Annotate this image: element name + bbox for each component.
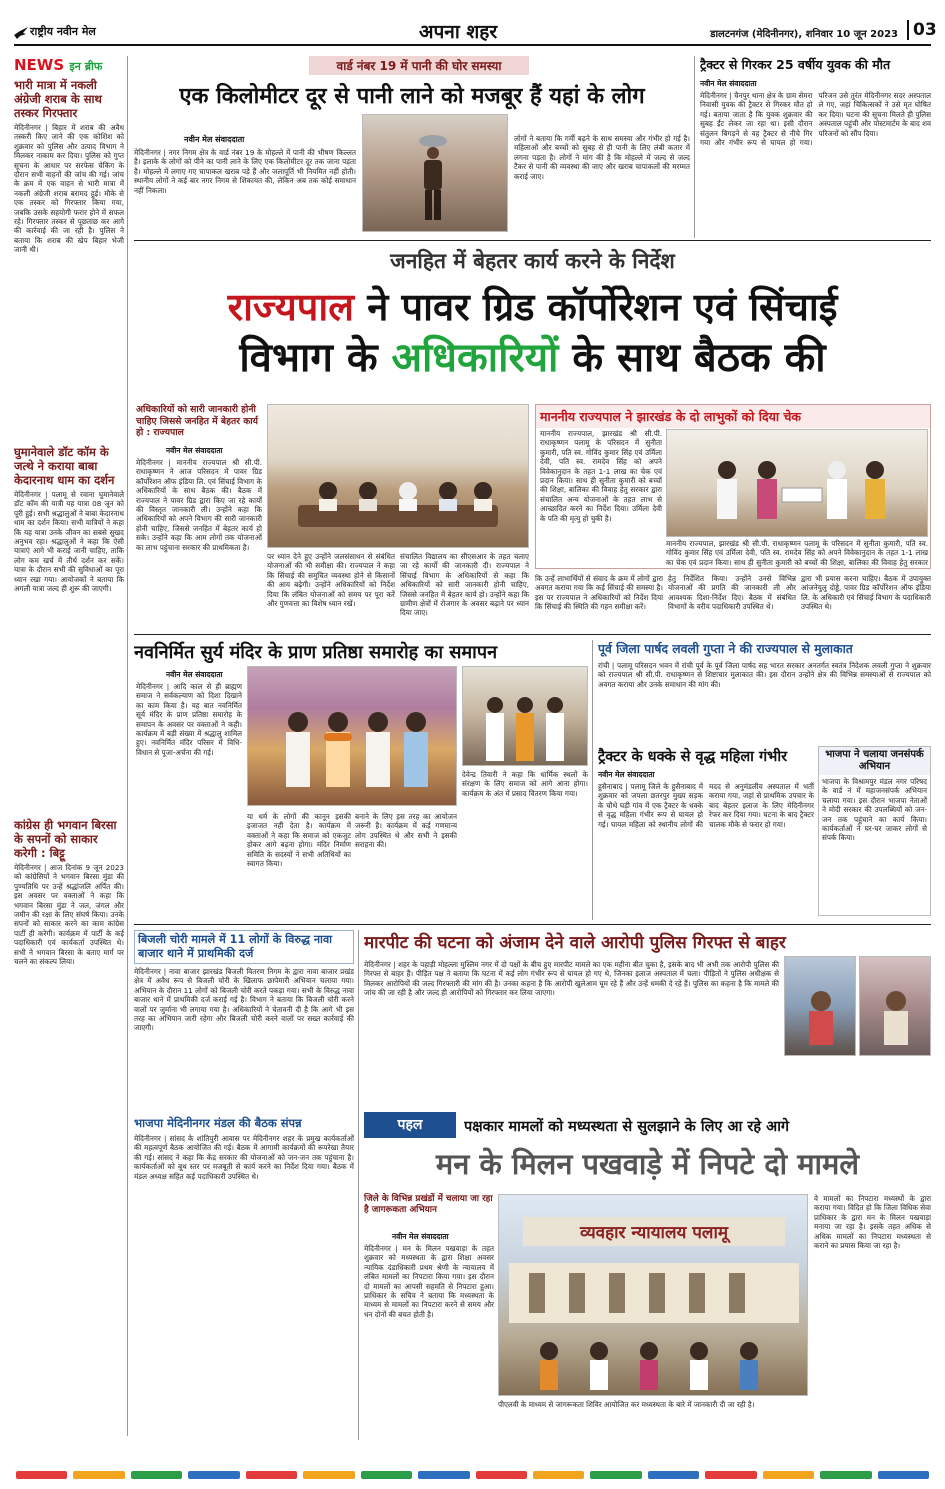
arrest-headline: मारपीट की घटना को अंजाम देने वाले आरोपी पुलिस गिरफ्त से बाहर bbox=[364, 933, 786, 953]
mediation-sub: जिले के विभिन्न प्रखंडों में चलाया जा रहा है जागरूकता अभियान bbox=[364, 1194, 493, 1215]
cheque-headline: माननीय राज्यपाल ने झारखंड के दो लाभुकों को दिया चेक bbox=[536, 405, 930, 428]
column-divider bbox=[694, 56, 695, 238]
lovely-story bbox=[598, 640, 931, 742]
cheque-body-cont: माननीय राज्यपाल, झारखंड श्री सी.पी. राधाकृष्णन पलामू के परिसदन में सुनीता कुमारी, पति स्व. गोविंद कुमार सिंह एवं उर्मिला देवी, पति स्व. रामदेव सिंह को अपने विवेकानुदान के तहत 1-1 लाख का चेक एवं प्रदान किया। साथ ही सुनीता कुमारी को बच्चों की शिक्षा, बालिका की विवाह हेतु सरकार bbox=[666, 539, 928, 567]
horizontal-rule bbox=[134, 240, 931, 241]
brief-body: मेदिनीनगर | आज दिनांक 9 जून 2023 को कांग्रेसियों ने भगवान बिरसा मुंडा की पुण्यतिथि पर उन्हें श्रद्धांजलि अर्पित की। इस अवसर पर वक्ताओं ने कहा कि भगवान बिरसा मुंडा ने जल, जंगल और जमीन की रक्षा के लिए संघर्ष किया। उनके सपनों को साकार करने का काम कांग्रेस पार्टी ही करेगी। कार्यक्रम में पार्टी के कई पदाधिकारी एवं कार्यकर्ता उपस्थित थे। सभी ने भगवान बिरसा के बताए मार्ग पर चलने का संकल्प लिया। bbox=[14, 863, 124, 967]
lead-body-col1: मेदिनीनगर | माननीय राज्यपाल श्री सी.पी. राधाकृष्णन ने आज परिसदन में पावर ग्रिड कॉर्पोरेशन ऑफ इंडिया लि. एवं सिंचाई विभाग के अधिकारियों के साथ बैठक की। बैठक में राज्यपाल ने पावर ग्रिड द्वारा किए जा रहे कार्यों की विस्तृत जानकारी ली। उन्होंने कहा कि अधिकारियों को अपने विभाग की सारी जानकारी होनी चाहिए, जिससे जनहित में बेहतर कार्य हो सके। उन्होंने कहा कि आम लोगों तक योजनाओं का लाभ पहुंचाना सरकार की प्राथमिकता है। bbox=[136, 458, 262, 552]
temple-photo bbox=[247, 666, 457, 806]
masthead bbox=[14, 18, 937, 46]
electricity-story bbox=[134, 930, 354, 1112]
tractor-death-body: मेदिनीनगर | चैनपुर थाना क्षेत्र के ग्राम सेमरा निवासी युवक की ट्रैक्टर से गिरकर मौत हो गई। बताया जाता है कि युवक शुक्रवार की सुबह ईंट लेकर जा रहा था। इसी दौरान संतुलन बिगड़ने से वह ट्रैक्टर से नीचे गिर गया और गंभीर रूप से घायल हो गया। परिजन उसे तुरंत मेदिनीनगर सदर अस्पताल ले गए, जहां चिकित्सकों ने उसे मृत घोषित कर दिया। घटना की सूचना मिलते ही पुलिस अस्पताल पहुंची और पोस्टमार्टम के बाद शव परिजनों को सौंप दिया। bbox=[700, 91, 931, 148]
mediation-headline: मन के मिलन पखवाड़े में निपटे दो मामले bbox=[435, 1147, 860, 1181]
mediation-kicker: पक्षकार मामलों को मध्यस्थता से सुलझाने के लिए आ रहे आगे bbox=[464, 1119, 790, 1135]
lead-body-col4: कि उन्हें लाभार्थियों से संवाद के क्रम में लोगों द्वारा अवगत कराया गया कि कई सिंचाई की समस्या है। इस पर राज्यपाल ने अधिकारियों को निर्देश दिया कि सिंचाई की स्थिति की गहन समीक्षा करें। bbox=[535, 574, 663, 612]
brief-item bbox=[14, 818, 124, 1313]
cheque-story bbox=[535, 404, 931, 569]
water-headline: एक किलोमीटर दूर से पानी लाने को मजबूर हैं यहां के लोग bbox=[179, 84, 645, 109]
water-story bbox=[134, 56, 690, 234]
arrest-photo-2 bbox=[859, 956, 931, 1056]
old-woman-story bbox=[598, 746, 814, 916]
lead-headline bbox=[134, 282, 931, 392]
lead-meeting-photo bbox=[267, 404, 529, 548]
paper-name: राष्ट्रीय नवीन मेल bbox=[30, 25, 96, 38]
mediation-body-col2: वे मामलों का निपटारा मध्यस्थों के द्वारा कराया गया। विदित हो कि जिला विधिक सेवा प्राधिकार के द्वारा मन के मिलन पखवाड़ा मनाया जा रहा है। इसके तहत अधिक से अधिक मामलों का निपटारा मध्यस्थता से कराने का प्रयास किया जा रहा है। bbox=[814, 1194, 931, 1251]
page-number: 03 bbox=[907, 20, 937, 40]
tractor-death-byline: नवीन मेल संवाददाता bbox=[700, 79, 757, 88]
lead-body-col3: संचालित विद्यालय का सीएसआर के तहत चलाए जा रहे कार्यों की जानकारी दी। राज्यपाल ने सिंचाई विभाग के अधिकारियों से कहा कि अधिकारियों को सारी जानकारी होनी चाहिए, जिससे जनहित में बेहतर कार्य हो। उन्होंने कहा कि ग्रामीण क्षेत्रों में रोजगार के अवसर बढ़ाने पर ध्यान दिया जाए। bbox=[400, 552, 529, 618]
bjp-mandal-body: मेदिनीनगर | सांसद के शांतिपुरी आवास पर मेदिनीनगर शहर के प्रमुख कार्यकर्ताओं की महत्वपूर्ण बैठक आयोजित की गई। बैठक में आगामी कार्यक्रमों की रूपरेखा तैयार की गई। सांसद ने कहा कि केंद्र सरकार की योजनाओं को जन-जन तक पहुंचाना है। कार्यकर्ताओं को बूथ स्तर पर मजबूती से कार्य करने का निर्देश दिया गया। बैठक में मंडल अध्यक्ष सहित कई पदाधिकारी उपस्थित थे। bbox=[134, 1134, 354, 1181]
bjp-mandal-story bbox=[134, 1116, 354, 1440]
brief-headline: घुमानेवाले डॉट कॉम के जत्थे ने कराया बाबा केदारनाथ धाम का दर्शन bbox=[14, 445, 115, 487]
old-woman-body: हुसैनाबाद | पलामू जिले के हुसैनाबाद में शुक्रवार को जपला छतरपुर मुख्य सड़क के चौथे घड़ी गांव में एक ट्रैक्टर के धक्के से वृद्ध महिला गंभीर रूप से घायल हो गई। घायल महिला को स्थानीय लोगों की मदद से अनुमंडलीय अस्पताल में भर्ती कराया गया, जहां से प्राथमिक उपचार के बाद बेहतर इलाज के लिए मेदिनीनगर रेफर कर दिया गया। घटना के बाद ट्रैक्टर चालक मौके से फरार हो गया। bbox=[598, 782, 814, 829]
meeting-table-icon bbox=[288, 465, 508, 535]
injured-person-icon bbox=[797, 987, 845, 1047]
horizontal-rule bbox=[134, 924, 931, 925]
old-woman-byline: नवीन मेल संवाददाता bbox=[598, 770, 655, 779]
tractor-death-story bbox=[700, 56, 931, 236]
court-building-icon bbox=[509, 1253, 799, 1393]
brief-body: मेदिनीनगर | बिहार में शराब की अवैध तस्करी किए जाने की एक कोशिश को शुक्रवार को पुलिस और उत्पाद विभाग ने मिलकर नाकाम कर दिया। पुलिस को गुप्त सूचना के आधार पर सरफेस चेकिंग के दौरान सभी वाहनों की जांच की गई। जांच के क्रम में एक वाहन से भारी मात्रा में नकली अंग्रेजी शराब बरामद हुई। मौके से एक तस्कर को गिरफ्तार किया गया, जबकि उसके सहयोगी फरार होने में सफल रहे। गिरफ्तार तस्कर से पूछताछ कर आगे की कार्रवाई की जा रही है। पुलिस ने बताया कि शराब की खेप बिहार भेजी जानी थी। bbox=[14, 123, 124, 255]
lead-body-col2: पर ध्यान देने हुए उन्होंने जलसंसाधन से संबंधित योजनाओं की भी समीक्षा की। राज्यपाल ने कहा कि सिंचाई की समुचित व्यवस्था होने से किसानों की आय बढ़ेगी। उन्होंने अधिकारियों को निर्देश दिया कि लंबित योजनाओं को समय पर पूरा करें और गुणवत्ता का विशेष ध्यान रखें। bbox=[267, 552, 395, 609]
brief-headline: कांग्रेस ही भगवान बिरसा के सपनों को साकार करेगी : बिट्टू bbox=[14, 818, 117, 860]
lead-headline-line1: राज्यपाल ने पावर ग्रिड कॉर्पोरेशन एवं सिंचाई bbox=[227, 285, 838, 329]
dateline: डालटनगंज (मेदिनीनगर), शनिवार 10 जून 2023 bbox=[710, 29, 898, 40]
water-byline: नवीन मेल संवाददाता bbox=[184, 135, 245, 144]
temple-photo-2 bbox=[462, 666, 588, 766]
bird-logo-icon bbox=[14, 24, 28, 36]
group-people-icon bbox=[475, 687, 575, 763]
brief-body: मेदिनीनगर | पलामू से रवाना घुमानेवाले डॉट कॉम की यात्री यह यात्रा 08 जून को पूरी हुई। सभी श्रद्धालुओं ने बाबा केदारनाथ धाम का दर्शन किया। सभी यात्रियों ने कहा कि यह यात्रा उनके जीवन का सबसे सुखद अनुभव रहा। श्रद्धालुओं ने कहा कि ऐसी यात्राएं आगे भी कराई जानी चाहिए, ताकि लोग कम खर्च में तीर्थ दर्शन कर सकें। यात्रा के दौरान सभी की सुविधाओं का पूरा ध्यान रखा गया। आयोजकों ने बताया कि अगली यात्रा जल्द ही शुरू की जाएगी। bbox=[14, 490, 124, 594]
arrest-photo-1 bbox=[784, 956, 856, 1056]
bjp-campaign-story bbox=[818, 746, 931, 916]
brief-item bbox=[14, 78, 124, 441]
temple-body-col4: देवेन्द्र तिवारी ने कहा कि धार्मिक स्थलों के संरक्षण के लिए समाज को आगे आना होगा। कार्यक्रम के अंत में प्रसाद वितरण किया गया। bbox=[462, 770, 588, 798]
mediation-label: पहल bbox=[364, 1112, 456, 1138]
arrest-body: मेदिनीनगर | शहर के पहाड़ी मोहल्ला मुस्लिम नगर में दो पक्षों के बीच हुए मारपीट मामले का एक महीना बीत चुका है, इसके बाद भी अभी तक आरोपी पुलिस की गिरफ्त से बाहर हैं। पीड़ित पक्ष ने बताया कि घटना में कई लोग गंभीर रूप से घायल हो गए थे, जिनका इलाज अस्पताल में चला। पीड़ितों ने पुलिस अधीक्षक से मिलकर आरोपियों की जल्द गिरफ्तारी की मांग की है। उनका कहना है कि आरोपी खुलेआम घूम रहे हैं और उन्हें धमकी दे रहे हैं। पुलिस का कहना है कि मामले की जांच की जा रही है और जल्द ही आरोपियों को गिरफ्तार कर लिया जाएगा। bbox=[364, 960, 779, 998]
water-body-right: लोगों ने बताया कि गर्मी बढ़ने के साथ समस्या और गंभीर हो गई है। महिलाओं और बच्चों को सुबह से ही पानी के लिए लंबी कतार में लगना पड़ता है। लोगों ने मांग की है कि मोहल्ले में जल्द से जल्द टैंकर से पानी की व्यवस्था की जाए और खराब चापाकलों की मरम्मत कराई जाए। bbox=[514, 134, 690, 181]
temple-body-col2: या धर्म के लोगों की कानून इसकी इजाजत नहीं देता है। कार्यक्रम में वक्ताओं ने कहा कि समाज को एकजुट होकर आगे बढ़ना होगा। मंदिर निर्माण समिति के सदस्यों ने सभी अतिथियों का स्वागत किया। bbox=[247, 812, 351, 869]
temple-headline: नवनिर्मित सुर्य मंदिर के प्राण प्रतिष्ठा समारोह का समापन bbox=[134, 642, 498, 663]
electricity-headline: बिजली चोरी मामले में 11 लोगों के विरुद्ध नावा बाजार थाने में प्राथमिकी दर्ज bbox=[134, 930, 354, 964]
lead-kicker: जनहित में बेहतर कार्य करने के निर्देश bbox=[390, 249, 675, 273]
bjp-campaign-body: भाजपा के विश्रामपुर मंडल नगर परिषद के वार्ड नं में महाजनसंपर्क अभियान चलाया गया। इस दौरान भाजपा नेताओं ने मोदी सरकार की उपलब्धियों को जन-जन तक पहुंचाने का कार्य किया। कार्यकर्ताओं ने घर-घर जाकर लोगों से संपर्क किया। bbox=[822, 777, 927, 843]
arrest-story bbox=[364, 930, 931, 1106]
section-title: अपना शहर bbox=[419, 21, 498, 43]
lead-byline: नवीन मेल संवाददाता bbox=[166, 446, 223, 455]
cheque-body: माननीय राज्यपाल, झारखंड श्री सी.पी. राधाकृष्णन पलामू के परिसदन में सुनीता कुमारी, पति स्व. गोविंद कुमार सिंह एवं उर्मिला देवी, पति स्व. रामदेव सिंह को अपने विवेकानुदान के तहत 1-1 लाख का चेक एवं प्रदान किया। साथ ही सुनीता कुमारी को बच्चों की शिक्षा, बालिका की विवाह हेतु सरकार द्वारा संचालित अन्य योजनाओं के तहत लाभ से आच्छादित करने का निर्देश दिया। उर्मिला देवी के पति की मृत्यु हो चुकी है। bbox=[540, 429, 662, 523]
mediation-byline: नवीन मेल संवाददाता bbox=[392, 1232, 449, 1241]
news-brief-label: NEWS इन ब्रीफ bbox=[14, 56, 103, 74]
cheque-photo bbox=[666, 429, 928, 537]
column-divider bbox=[127, 56, 128, 1436]
water-photo bbox=[362, 114, 508, 232]
injured-person-icon bbox=[872, 987, 920, 1047]
footer-color-strip bbox=[16, 1471, 929, 1479]
column-divider bbox=[358, 930, 359, 1440]
bjp-mandal-headline: भाजपा मेदिनीनगर मंडल की बैठक संपन्न bbox=[134, 1116, 302, 1130]
court-building-sign: व्यवहार न्यायालय पलामू bbox=[523, 1217, 785, 1246]
tractor-death-headline: ट्रैक्टर से गिरकर 25 वर्षीय युवक की मौत bbox=[700, 57, 891, 72]
temple-body-col3: बनाने के लिए इस तरह का आयोजन जरूरी है। कार्यक्रम में कई गणमान्य लोग उपस्थित थे और सभी ने इसकी सराहना की। bbox=[355, 812, 457, 850]
lead-body-col5: हेतु निर्देशित किया। उन्होंने उनसे विभिन्न योजनाओं की प्रगति की जानकारी ली और आवश्यक दिशा-निर्देश दिए। बैठक में संबंधित विभागों के वरीय पदाधिकारी उपस्थित थे। bbox=[668, 574, 796, 612]
cheque-handover-icon bbox=[697, 450, 897, 530]
water-kicker: वार्ड नंबर 19 में पानी की घोर समस्या bbox=[309, 56, 529, 75]
lead-headline-line2: विभाग के अधिकारियों के साथ बैठक की bbox=[239, 335, 826, 381]
temple-body-col1: मेदिनीनगर | आदि काल से ही ब्राह्मण समाज ने सर्वकल्याण को दिशा दिखाने का काम किया है। यह बात नवनिर्मित सूर्य मंदिर के प्राण प्रतिष्ठा समारोह के समापन के अवसर पर वक्ताओं ने कही। कार्यक्रम में बड़ी संख्या में श्रद्धालु शामिल हुए। नवनिर्मित मंदिर परिसर में विधि-विधान से पूजा-अर्चना की गई। bbox=[136, 682, 242, 757]
bjp-campaign-headline: भाजपा ने चलाया जनसंपर्क अभियान bbox=[819, 747, 930, 775]
lovely-headline: पूर्व जिला पार्षद लवली गुप्ता ने की राज्यपाल से मुलाकात bbox=[598, 642, 853, 656]
felicitation-icon bbox=[268, 697, 438, 797]
brief-headline: भारी मात्रा में नकली अंग्रेजी शराब के साथ तस्कर गिरफ्तार bbox=[14, 78, 102, 120]
old-woman-headline: ट्रैक्टर के धक्के से वृद्ध महिला गंभीर bbox=[598, 749, 788, 765]
mediation-kicker-bar bbox=[364, 1112, 931, 1138]
brief-item bbox=[14, 445, 124, 814]
water-body-left: मेदिनीनगर | नगर निगम क्षेत्र के वार्ड नंबर 19 के मोहल्ले में पानी की भीषण किल्लत है। इलाके के लोगों को पीने का पानी लाने के लिए एक किलोमीटर दूर तक जाना पड़ता है। मोहल्ले में लगाए गए चापाकल खराब पड़े हैं और जलापूर्ति भी नियमित नहीं होती। स्थानीय लोगों ने कई बार नगर निगम से शिकायत की, लेकिन अब तक कोई समाधान नहीं निकला। bbox=[134, 148, 356, 195]
lead-body-col6: द्वारा भी प्रयास करना चाहिए। बैठक में उपायुक्त आंजनेयुलु दोड्डे, पावर ग्रिड कॉर्पोरेशन ऑफ इंडिया लि. के अधिकारी एवं सिंचाई विभाग के पदाधिकारी उपस्थित थे। bbox=[801, 574, 931, 612]
column-divider bbox=[592, 640, 593, 920]
lovely-body: रांची | पलामू परिसदन भवन में रांची पूर्व के पूर्व जिला पार्षद सह भारत सरकार अनतर्गत स्वतंत्र निदेशक लवली गुप्ता ने शुक्रवार को राज्यपाल श्री सी.पी. राधाकृष्णन से शिष्टाचार मुलाकात की। इस दौरान उन्होंने क्षेत्र की विभिन्न समस्याओं से राज्यपाल को अवगत कराया और उनके समाधान की मांग की। bbox=[598, 661, 931, 689]
court-photo bbox=[498, 1194, 808, 1396]
person-carrying-water-icon bbox=[415, 133, 451, 223]
court-photo-caption: पीएलवी के माध्यम से जागरूकता शिविर आयोजित कर मध्यस्थता के बारे में जानकारी दी जा रही है। bbox=[498, 1400, 755, 1409]
horizontal-rule bbox=[134, 634, 931, 635]
temple-byline: नवीन मेल संवाददाता bbox=[166, 670, 223, 679]
news-brief-column bbox=[14, 56, 124, 1436]
mediation-body-col1: मेदिनीनगर | मन के मिलन पखवाड़ा के तहत शुक्रवार को मध्यस्थता के द्वारा शिक्षा अवसर न्यायिक दंडाधिकारी प्रथम श्रेणी के न्यायालय में लंबित मामलों का निपटारा किया गया। इस दौरान दो मामलों का आपसी सहमति से निपटारा हुआ। प्राधिकार के सचिव ने बताया कि मध्यस्थता के माध्यम से मामलों का निपटारा करने से समय और धन दोनों की बचत होती है। bbox=[364, 1244, 494, 1319]
lead-quote: अधिकारियों को सारी जानकारी होनी चाहिए जिससे जनहित में बेहतर कार्य हो : राज्यपाल bbox=[136, 404, 258, 438]
electricity-body: मेदिनीनगर | नावा बाजार झारखंड बिजली वितरण निगम के द्वारा नावा बाजार प्रखंड क्षेत्र में अवैध रूप से बिजली चोरी के खिलाफ छापेमारी अभियान चलाया गया। अभियान के दौरान 11 लोगों को बिजली चोरी करते पकड़ा गया। सभी के विरुद्ध नावा बाजार थाने में प्राथमिकी दर्ज कराई गई है। विभाग ने बताया कि बिजली चोरी करने वालों पर जुर्माना भी लगाया गया है। अधिकारियों ने चेतावनी दी है कि आगे भी इस तरह का अभियान जारी रहेगा और बिजली चोरी करने वालों पर सख्त कार्रवाई की जाएगी। bbox=[134, 967, 354, 1033]
